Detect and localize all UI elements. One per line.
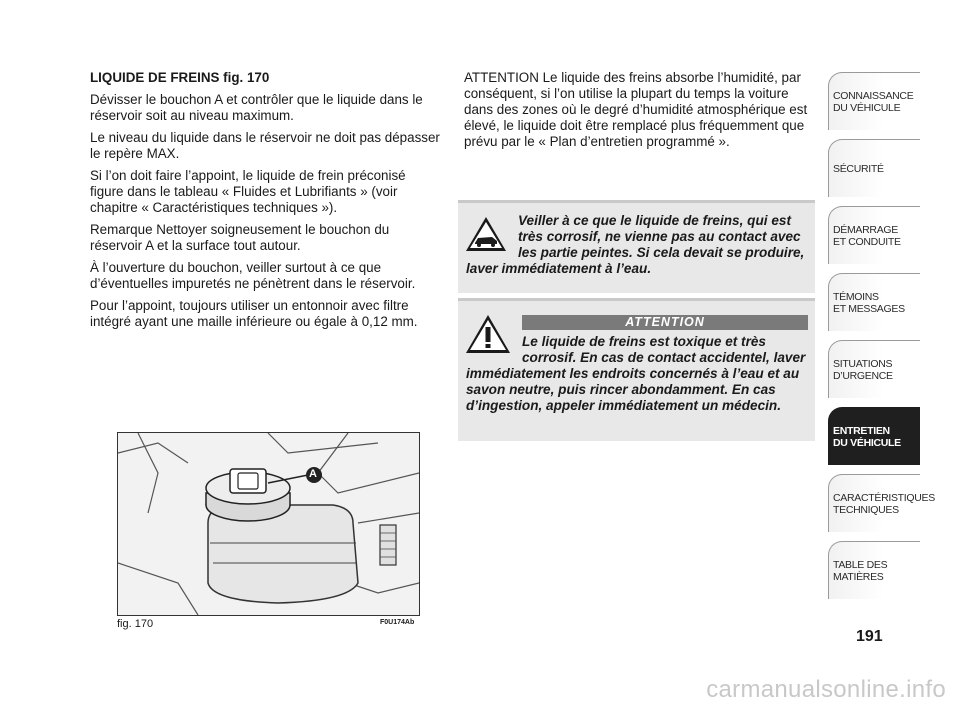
callout-label: A (309, 468, 317, 480)
paragraph: Remarque Nettoyer soigneusement le bouchon du réservoir A et la surface tout autour. (90, 222, 390, 253)
tab-entretien[interactable]: ENTRETIEN DU VÉHICULE (828, 407, 920, 465)
watermark: carmanualsonline.info (706, 676, 946, 703)
figure-code: F0U174Ab (380, 619, 415, 626)
right-column (464, 70, 814, 150)
paragraph: À l’ouverture du bouchon, veiller surtout à ce que d’éventuelles impuretés ne pénètrent dans le réservoir. (90, 260, 416, 291)
tab-caracteristiques[interactable]: CARACTÉRISTIQUES TECHNIQUES (828, 474, 920, 532)
attention-banner: ATTENTION (522, 315, 808, 330)
tab-demarrage[interactable]: DÉMARRAGE ET CONDUITE (828, 206, 920, 264)
tab-securite[interactable]: SÉCURITÉ (828, 139, 920, 197)
tab-temoins[interactable]: TÉMOINS ET MESSAGES (828, 273, 920, 331)
attention-box (458, 298, 815, 441)
page-number: 191 (856, 628, 883, 645)
attention-paragraph: ATTENTION Le liquide des freins absorbe l’humidité, par conséquent, si l’on utilise la plupart du temps la voiture dans des zones où le degré d’humidité atmosphérique est élevé, le liquide doit être remplacé plus fréquemment que prévu par le « Plan d’entretien programmé ». (464, 70, 808, 149)
tab-situations[interactable]: SITUATIONS D’URGENCE (828, 340, 920, 398)
brake-fluid-reservoir-figure (117, 432, 420, 616)
warning-text: Veiller à ce que le liquide de freins, qui est très corrosif, ne vienne pas au contact avec les partie peintes. Si cela devait se produire, laver immédiatement à l’eau. (466, 213, 805, 276)
paragraph: Le niveau du liquide dans le réservoir ne doit pas dépasser le repère MAX. (90, 130, 440, 161)
paragraph: Dévisser le bouchon A et contrôler que le liquide dans le réservoir soit au niveau maximum. (90, 92, 423, 123)
paragraph: Pour l’appoint, toujours utiliser un entonnoir avec filtre intégré ayant une maille inférieure ou égale à 0,12 mm. (90, 298, 418, 329)
warning-box (458, 200, 815, 293)
figure-caption: fig. 170 (117, 618, 154, 630)
chapter-sidebar (828, 72, 935, 608)
left-column (90, 70, 440, 336)
tab-table-matieres[interactable]: TABLE DES MATIÈRES (828, 541, 920, 599)
tab-connaissance[interactable]: CONNAISSANCE DU VÉHICULE (828, 72, 920, 130)
attention-text: Le liquide de freins est toxique et très corrosif. En cas de contact accidentel, laver immédiatement les endroits concernés à l’eau et au savon neutre, puis rincer abondamment. En cas d’ingestion, appeler immédiatement un médecin. (466, 334, 806, 413)
section-heading: LIQUIDE DE FREINS fig. 170 (90, 70, 270, 85)
reservoir-illustration (118, 433, 419, 615)
paragraph: Si l’on doit faire l’appoint, le liquide de frein préconisé figure dans le tableau « Fluides et Lubrifiants » (voir chapitre « Caractéristiques techniques »). (90, 168, 406, 215)
